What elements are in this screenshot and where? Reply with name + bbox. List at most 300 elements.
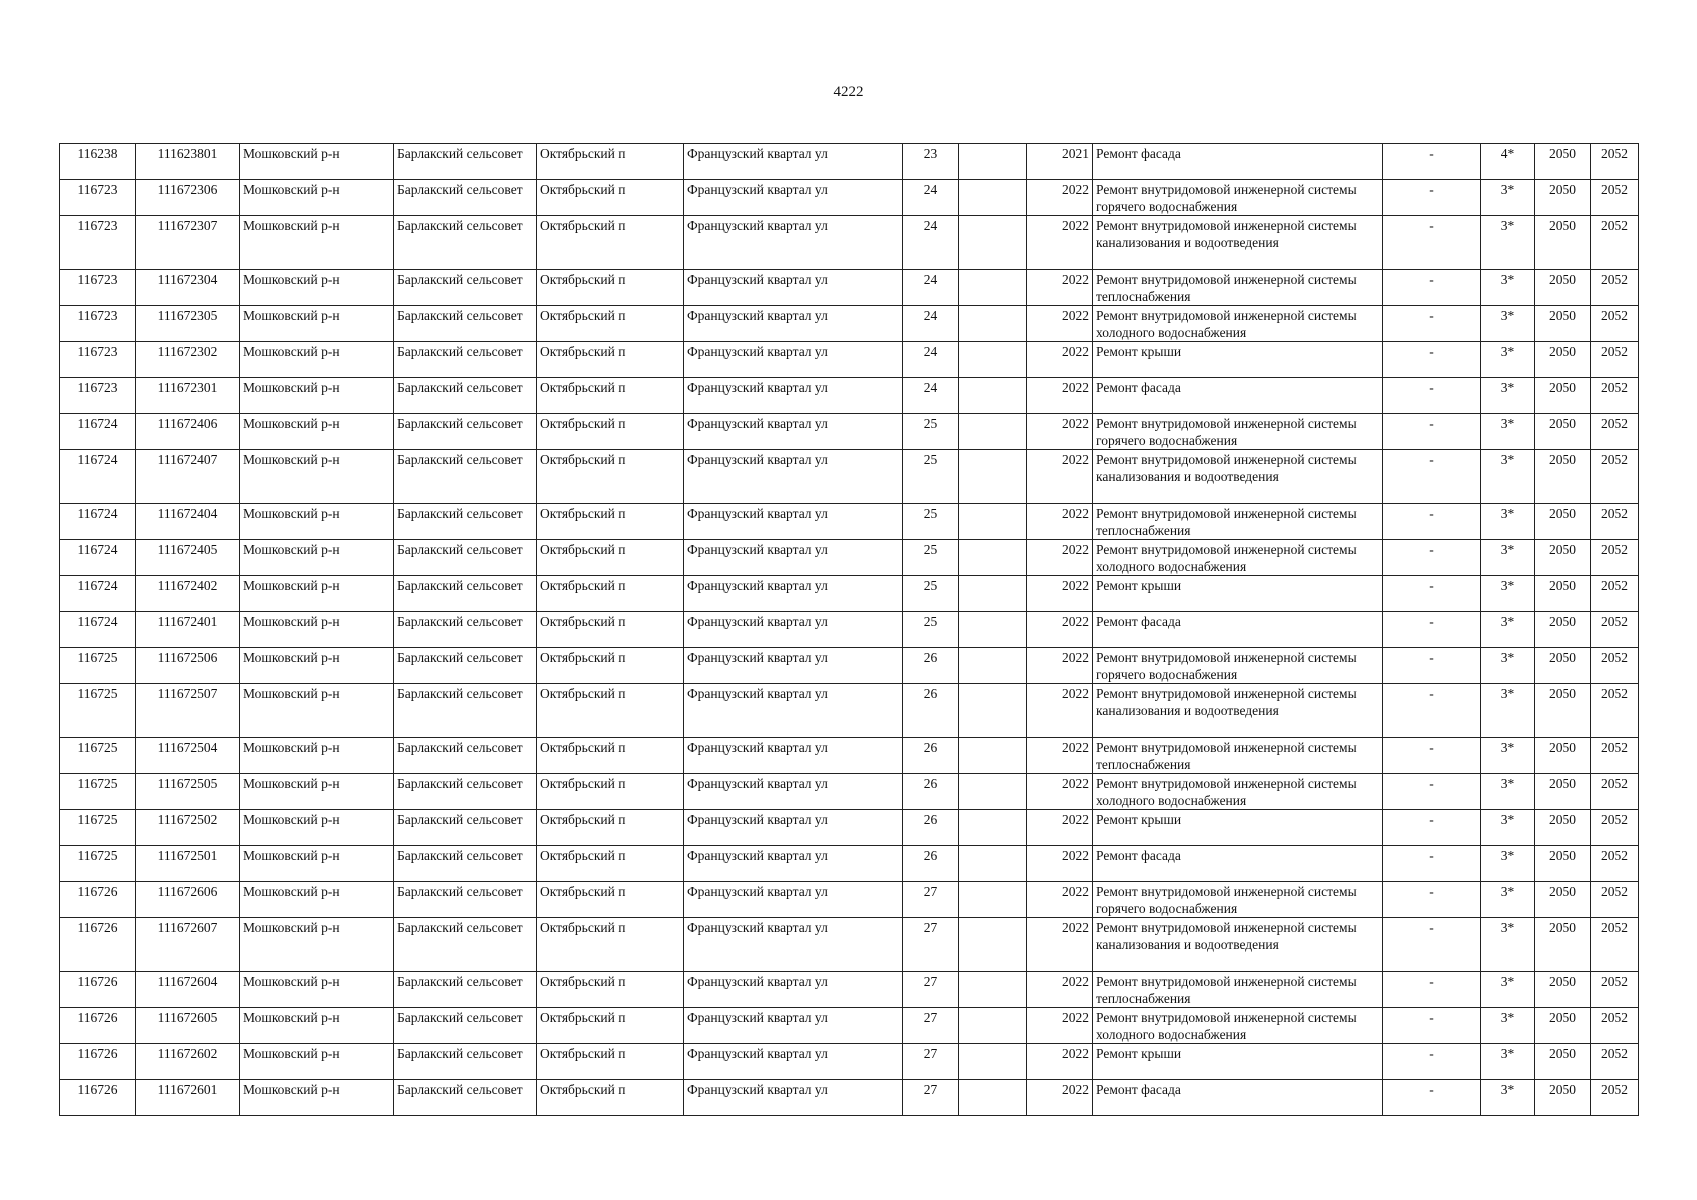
dash-cell: - — [1383, 306, 1481, 342]
settlement-cell: Октябрьский п — [537, 738, 684, 774]
year-cell: 2022 — [1027, 882, 1093, 918]
district-cell: Мошковский р-н — [240, 972, 394, 1008]
table-row — [60, 612, 1639, 648]
dash-cell: - — [1383, 504, 1481, 540]
dash-cell: - — [1383, 810, 1481, 846]
grade-cell: 3* — [1481, 1008, 1535, 1044]
council-cell: Барлакский сельсовет — [394, 180, 537, 216]
council-cell: Барлакский сельсовет — [394, 342, 537, 378]
settlement-cell: Октябрьский п — [537, 1008, 684, 1044]
work-type-cell: Ремонт внутридомовой инженерной системы холодного водоснабжения — [1093, 774, 1383, 810]
table-row — [60, 684, 1639, 738]
dash-cell: - — [1383, 180, 1481, 216]
end-year-cell: 2052 — [1591, 342, 1639, 378]
start-year-cell: 2050 — [1535, 342, 1591, 378]
start-year-cell: 2050 — [1535, 180, 1591, 216]
grade-cell: 3* — [1481, 450, 1535, 504]
record-id-cell: 116724 — [60, 414, 136, 450]
house-number-cell: 25 — [903, 414, 959, 450]
year-cell: 2022 — [1027, 414, 1093, 450]
building-cell — [959, 504, 1027, 540]
street-cell: Французский квартал ул — [684, 306, 903, 342]
dash-cell: - — [1383, 342, 1481, 378]
start-year-cell: 2050 — [1535, 1044, 1591, 1080]
settlement-cell: Октябрьский п — [537, 414, 684, 450]
end-year-cell: 2052 — [1591, 306, 1639, 342]
dash-cell: - — [1383, 414, 1481, 450]
dash-cell: - — [1383, 1044, 1481, 1080]
building-cell — [959, 1008, 1027, 1044]
start-year-cell: 2050 — [1535, 810, 1591, 846]
table-row — [60, 918, 1639, 972]
district-cell: Мошковский р-н — [240, 270, 394, 306]
dash-cell: - — [1383, 1008, 1481, 1044]
work-type-cell: Ремонт крыши — [1093, 576, 1383, 612]
council-cell: Барлакский сельсовет — [394, 306, 537, 342]
object-code-cell: 111672305 — [136, 306, 240, 342]
object-code-cell: 111672504 — [136, 738, 240, 774]
work-type-cell: Ремонт внутридомовой инженерной системы горячего водоснабжения — [1093, 414, 1383, 450]
district-cell: Мошковский р-н — [240, 648, 394, 684]
work-type-cell: Ремонт внутридомовой инженерной системы теплоснабжения — [1093, 738, 1383, 774]
work-type-cell: Ремонт внутридомовой инженерной системы канализования и водоотведения — [1093, 216, 1383, 270]
start-year-cell: 2050 — [1535, 972, 1591, 1008]
grade-cell: 3* — [1481, 540, 1535, 576]
district-cell: Мошковский р-н — [240, 450, 394, 504]
register-table — [59, 143, 1639, 1116]
building-cell — [959, 684, 1027, 738]
district-cell: Мошковский р-н — [240, 1080, 394, 1116]
start-year-cell: 2050 — [1535, 684, 1591, 738]
settlement-cell: Октябрьский п — [537, 216, 684, 270]
year-cell: 2022 — [1027, 684, 1093, 738]
end-year-cell: 2052 — [1591, 918, 1639, 972]
grade-cell: 3* — [1481, 774, 1535, 810]
street-cell: Французский квартал ул — [684, 540, 903, 576]
year-cell: 2022 — [1027, 504, 1093, 540]
start-year-cell: 2050 — [1535, 918, 1591, 972]
settlement-cell: Октябрьский п — [537, 648, 684, 684]
street-cell: Французский квартал ул — [684, 774, 903, 810]
building-cell — [959, 216, 1027, 270]
district-cell: Мошковский р-н — [240, 306, 394, 342]
end-year-cell: 2052 — [1591, 882, 1639, 918]
end-year-cell: 2052 — [1591, 414, 1639, 450]
district-cell: Мошковский р-н — [240, 216, 394, 270]
record-id-cell: 116726 — [60, 882, 136, 918]
table-row — [60, 414, 1639, 450]
grade-cell: 3* — [1481, 918, 1535, 972]
record-id-cell: 116726 — [60, 972, 136, 1008]
settlement-cell: Октябрьский п — [537, 540, 684, 576]
council-cell: Барлакский сельсовет — [394, 144, 537, 180]
grade-cell: 3* — [1481, 342, 1535, 378]
object-code-cell: 111672301 — [136, 378, 240, 414]
district-cell: Мошковский р-н — [240, 504, 394, 540]
street-cell: Французский квартал ул — [684, 738, 903, 774]
end-year-cell: 2052 — [1591, 270, 1639, 306]
end-year-cell: 2052 — [1591, 738, 1639, 774]
building-cell — [959, 180, 1027, 216]
settlement-cell: Октябрьский п — [537, 972, 684, 1008]
settlement-cell: Октябрьский п — [537, 342, 684, 378]
street-cell: Французский квартал ул — [684, 576, 903, 612]
grade-cell: 3* — [1481, 216, 1535, 270]
object-code-cell: 111672605 — [136, 1008, 240, 1044]
object-code-cell: 111672606 — [136, 882, 240, 918]
house-number-cell: 26 — [903, 774, 959, 810]
record-id-cell: 116724 — [60, 612, 136, 648]
start-year-cell: 2050 — [1535, 144, 1591, 180]
start-year-cell: 2050 — [1535, 846, 1591, 882]
record-id-cell: 116725 — [60, 648, 136, 684]
dash-cell: - — [1383, 450, 1481, 504]
settlement-cell: Октябрьский п — [537, 1080, 684, 1116]
work-type-cell: Ремонт внутридомовой инженерной системы канализования и водоотведения — [1093, 684, 1383, 738]
house-number-cell: 25 — [903, 450, 959, 504]
district-cell: Мошковский р-н — [240, 1008, 394, 1044]
settlement-cell: Октябрьский п — [537, 144, 684, 180]
grade-cell: 3* — [1481, 270, 1535, 306]
record-id-cell: 116725 — [60, 810, 136, 846]
council-cell: Барлакский сельсовет — [394, 810, 537, 846]
district-cell: Мошковский р-н — [240, 882, 394, 918]
council-cell: Барлакский сельсовет — [394, 648, 537, 684]
building-cell — [959, 270, 1027, 306]
start-year-cell: 2050 — [1535, 738, 1591, 774]
record-id-cell: 116723 — [60, 216, 136, 270]
work-type-cell: Ремонт крыши — [1093, 810, 1383, 846]
object-code-cell: 111672507 — [136, 684, 240, 738]
end-year-cell: 2052 — [1591, 810, 1639, 846]
house-number-cell: 24 — [903, 342, 959, 378]
start-year-cell: 2050 — [1535, 504, 1591, 540]
record-id-cell: 116724 — [60, 576, 136, 612]
year-cell: 2022 — [1027, 846, 1093, 882]
end-year-cell: 2052 — [1591, 1080, 1639, 1116]
settlement-cell: Октябрьский п — [537, 846, 684, 882]
start-year-cell: 2050 — [1535, 378, 1591, 414]
district-cell: Мошковский р-н — [240, 774, 394, 810]
year-cell: 2022 — [1027, 306, 1093, 342]
table-row — [60, 270, 1639, 306]
dash-cell: - — [1383, 918, 1481, 972]
record-id-cell: 116726 — [60, 1044, 136, 1080]
dash-cell: - — [1383, 270, 1481, 306]
street-cell: Французский квартал ул — [684, 882, 903, 918]
council-cell: Барлакский сельсовет — [394, 450, 537, 504]
table-row — [60, 1044, 1639, 1080]
district-cell: Мошковский р-н — [240, 540, 394, 576]
year-cell: 2022 — [1027, 216, 1093, 270]
table-row — [60, 216, 1639, 270]
object-code-cell: 111672501 — [136, 846, 240, 882]
dash-cell: - — [1383, 144, 1481, 180]
end-year-cell: 2052 — [1591, 972, 1639, 1008]
table-row — [60, 810, 1639, 846]
house-number-cell: 24 — [903, 378, 959, 414]
street-cell: Французский квартал ул — [684, 1080, 903, 1116]
year-cell: 2022 — [1027, 342, 1093, 378]
start-year-cell: 2050 — [1535, 882, 1591, 918]
record-id-cell: 116724 — [60, 540, 136, 576]
start-year-cell: 2050 — [1535, 216, 1591, 270]
work-type-cell: Ремонт крыши — [1093, 1044, 1383, 1080]
end-year-cell: 2052 — [1591, 846, 1639, 882]
table-row — [60, 180, 1639, 216]
district-cell: Мошковский р-н — [240, 414, 394, 450]
grade-cell: 3* — [1481, 378, 1535, 414]
building-cell — [959, 774, 1027, 810]
house-number-cell: 23 — [903, 144, 959, 180]
year-cell: 2022 — [1027, 774, 1093, 810]
start-year-cell: 2050 — [1535, 774, 1591, 810]
object-code-cell: 111672607 — [136, 918, 240, 972]
grade-cell: 3* — [1481, 738, 1535, 774]
end-year-cell: 2052 — [1591, 180, 1639, 216]
table-row — [60, 1008, 1639, 1044]
year-cell: 2022 — [1027, 378, 1093, 414]
house-number-cell: 25 — [903, 504, 959, 540]
dash-cell: - — [1383, 1080, 1481, 1116]
work-type-cell: Ремонт внутридомовой инженерной системы канализования и водоотведения — [1093, 918, 1383, 972]
year-cell: 2022 — [1027, 270, 1093, 306]
settlement-cell: Октябрьский п — [537, 378, 684, 414]
house-number-cell: 27 — [903, 972, 959, 1008]
work-type-cell: Ремонт внутридомовой инженерной системы холодного водоснабжения — [1093, 306, 1383, 342]
grade-cell: 3* — [1481, 576, 1535, 612]
street-cell: Французский квартал ул — [684, 504, 903, 540]
object-code-cell: 111672601 — [136, 1080, 240, 1116]
building-cell — [959, 1044, 1027, 1080]
record-id-cell: 116723 — [60, 180, 136, 216]
table-row — [60, 846, 1639, 882]
year-cell: 2022 — [1027, 1008, 1093, 1044]
street-cell: Французский квартал ул — [684, 378, 903, 414]
object-code-cell: 111672405 — [136, 540, 240, 576]
record-id-cell: 116724 — [60, 450, 136, 504]
work-type-cell: Ремонт внутридомовой инженерной системы горячего водоснабжения — [1093, 180, 1383, 216]
council-cell: Барлакский сельсовет — [394, 738, 537, 774]
object-code-cell: 111672404 — [136, 504, 240, 540]
table-row — [60, 1080, 1639, 1116]
council-cell: Барлакский сельсовет — [394, 882, 537, 918]
house-number-cell: 27 — [903, 1044, 959, 1080]
year-cell: 2022 — [1027, 972, 1093, 1008]
record-id-cell: 116725 — [60, 846, 136, 882]
district-cell: Мошковский р-н — [240, 1044, 394, 1080]
house-number-cell: 24 — [903, 306, 959, 342]
object-code-cell: 111672307 — [136, 216, 240, 270]
dash-cell: - — [1383, 774, 1481, 810]
council-cell: Барлакский сельсовет — [394, 1044, 537, 1080]
house-number-cell: 24 — [903, 180, 959, 216]
house-number-cell: 25 — [903, 576, 959, 612]
building-cell — [959, 306, 1027, 342]
house-number-cell: 26 — [903, 810, 959, 846]
building-cell — [959, 414, 1027, 450]
year-cell: 2022 — [1027, 1080, 1093, 1116]
settlement-cell: Октябрьский п — [537, 810, 684, 846]
work-type-cell: Ремонт внутридомовой инженерной системы теплоснабжения — [1093, 972, 1383, 1008]
year-cell: 2022 — [1027, 810, 1093, 846]
table-row — [60, 972, 1639, 1008]
house-number-cell: 26 — [903, 738, 959, 774]
street-cell: Французский квартал ул — [684, 1008, 903, 1044]
work-type-cell: Ремонт внутридомовой инженерной системы горячего водоснабжения — [1093, 648, 1383, 684]
council-cell: Барлакский сельсовет — [394, 612, 537, 648]
end-year-cell: 2052 — [1591, 540, 1639, 576]
grade-cell: 3* — [1481, 1080, 1535, 1116]
grade-cell: 3* — [1481, 1044, 1535, 1080]
district-cell: Мошковский р-н — [240, 180, 394, 216]
council-cell: Барлакский сельсовет — [394, 918, 537, 972]
settlement-cell: Октябрьский п — [537, 576, 684, 612]
object-code-cell: 111672506 — [136, 648, 240, 684]
record-id-cell: 116726 — [60, 918, 136, 972]
object-code-cell: 111672406 — [136, 414, 240, 450]
grade-cell: 3* — [1481, 414, 1535, 450]
street-cell: Французский квартал ул — [684, 612, 903, 648]
record-id-cell: 116725 — [60, 684, 136, 738]
house-number-cell: 24 — [903, 216, 959, 270]
building-cell — [959, 1080, 1027, 1116]
house-number-cell: 27 — [903, 1080, 959, 1116]
building-cell — [959, 846, 1027, 882]
work-type-cell: Ремонт внутридомовой инженерной системы теплоснабжения — [1093, 504, 1383, 540]
grade-cell: 3* — [1481, 810, 1535, 846]
table-row — [60, 378, 1639, 414]
table-row — [60, 738, 1639, 774]
year-cell: 2022 — [1027, 180, 1093, 216]
district-cell: Мошковский р-н — [240, 684, 394, 738]
work-type-cell: Ремонт внутридомовой инженерной системы горячего водоснабжения — [1093, 882, 1383, 918]
end-year-cell: 2052 — [1591, 144, 1639, 180]
work-type-cell: Ремонт крыши — [1093, 342, 1383, 378]
year-cell: 2022 — [1027, 450, 1093, 504]
end-year-cell: 2052 — [1591, 450, 1639, 504]
record-id-cell: 116726 — [60, 1080, 136, 1116]
street-cell: Французский квартал ул — [684, 846, 903, 882]
building-cell — [959, 810, 1027, 846]
council-cell: Барлакский сельсовет — [394, 576, 537, 612]
object-code-cell: 111672502 — [136, 810, 240, 846]
start-year-cell: 2050 — [1535, 540, 1591, 576]
year-cell: 2021 — [1027, 144, 1093, 180]
grade-cell: 3* — [1481, 180, 1535, 216]
building-cell — [959, 918, 1027, 972]
street-cell: Французский квартал ул — [684, 684, 903, 738]
work-type-cell: Ремонт внутридомовой инженерной системы теплоснабжения — [1093, 270, 1383, 306]
settlement-cell: Октябрьский п — [537, 774, 684, 810]
grade-cell: 3* — [1481, 684, 1535, 738]
grade-cell: 3* — [1481, 882, 1535, 918]
record-id-cell: 116723 — [60, 270, 136, 306]
table-row — [60, 882, 1639, 918]
object-code-cell: 111672402 — [136, 576, 240, 612]
start-year-cell: 2050 — [1535, 306, 1591, 342]
year-cell: 2022 — [1027, 1044, 1093, 1080]
work-type-cell: Ремонт внутридомовой инженерной системы канализования и водоотведения — [1093, 450, 1383, 504]
grade-cell: 3* — [1481, 504, 1535, 540]
street-cell: Французский квартал ул — [684, 1044, 903, 1080]
start-year-cell: 2050 — [1535, 414, 1591, 450]
council-cell: Барлакский сельсовет — [394, 378, 537, 414]
end-year-cell: 2052 — [1591, 774, 1639, 810]
house-number-cell: 26 — [903, 846, 959, 882]
dash-cell: - — [1383, 648, 1481, 684]
council-cell: Барлакский сельсовет — [394, 972, 537, 1008]
house-number-cell: 27 — [903, 918, 959, 972]
street-cell: Французский квартал ул — [684, 414, 903, 450]
house-number-cell: 25 — [903, 612, 959, 648]
street-cell: Французский квартал ул — [684, 918, 903, 972]
work-type-cell: Ремонт фасада — [1093, 144, 1383, 180]
grade-cell: 3* — [1481, 306, 1535, 342]
object-code-cell: 111623801 — [136, 144, 240, 180]
settlement-cell: Октябрьский п — [537, 450, 684, 504]
end-year-cell: 2052 — [1591, 504, 1639, 540]
grade-cell: 3* — [1481, 612, 1535, 648]
record-id-cell: 116723 — [60, 306, 136, 342]
grade-cell: 3* — [1481, 648, 1535, 684]
table-row — [60, 774, 1639, 810]
settlement-cell: Октябрьский п — [537, 1044, 684, 1080]
start-year-cell: 2050 — [1535, 648, 1591, 684]
dash-cell: - — [1383, 882, 1481, 918]
settlement-cell: Октябрьский п — [537, 180, 684, 216]
start-year-cell: 2050 — [1535, 1008, 1591, 1044]
year-cell: 2022 — [1027, 540, 1093, 576]
district-cell: Мошковский р-н — [240, 378, 394, 414]
dash-cell: - — [1383, 576, 1481, 612]
record-id-cell: 116723 — [60, 342, 136, 378]
district-cell: Мошковский р-н — [240, 846, 394, 882]
building-cell — [959, 378, 1027, 414]
end-year-cell: 2052 — [1591, 648, 1639, 684]
street-cell: Французский квартал ул — [684, 180, 903, 216]
work-type-cell: Ремонт внутридомовой инженерной системы холодного водоснабжения — [1093, 540, 1383, 576]
grade-cell: 4* — [1481, 144, 1535, 180]
dash-cell: - — [1383, 684, 1481, 738]
settlement-cell: Октябрьский п — [537, 882, 684, 918]
table-row — [60, 648, 1639, 684]
building-cell — [959, 648, 1027, 684]
council-cell: Барлакский сельсовет — [394, 270, 537, 306]
street-cell: Французский квартал ул — [684, 972, 903, 1008]
building-cell — [959, 450, 1027, 504]
object-code-cell: 111672407 — [136, 450, 240, 504]
work-type-cell: Ремонт внутридомовой инженерной системы холодного водоснабжения — [1093, 1008, 1383, 1044]
year-cell: 2022 — [1027, 576, 1093, 612]
table-row — [60, 342, 1639, 378]
end-year-cell: 2052 — [1591, 612, 1639, 648]
object-code-cell: 111672302 — [136, 342, 240, 378]
house-number-cell: 26 — [903, 684, 959, 738]
building-cell — [959, 540, 1027, 576]
work-type-cell: Ремонт фасада — [1093, 846, 1383, 882]
district-cell: Мошковский р-н — [240, 576, 394, 612]
house-number-cell: 25 — [903, 540, 959, 576]
object-code-cell: 111672306 — [136, 180, 240, 216]
work-type-cell: Ремонт фасада — [1093, 1080, 1383, 1116]
end-year-cell: 2052 — [1591, 216, 1639, 270]
dash-cell: - — [1383, 738, 1481, 774]
object-code-cell: 111672304 — [136, 270, 240, 306]
record-id-cell: 116238 — [60, 144, 136, 180]
grade-cell: 3* — [1481, 972, 1535, 1008]
street-cell: Французский квартал ул — [684, 648, 903, 684]
